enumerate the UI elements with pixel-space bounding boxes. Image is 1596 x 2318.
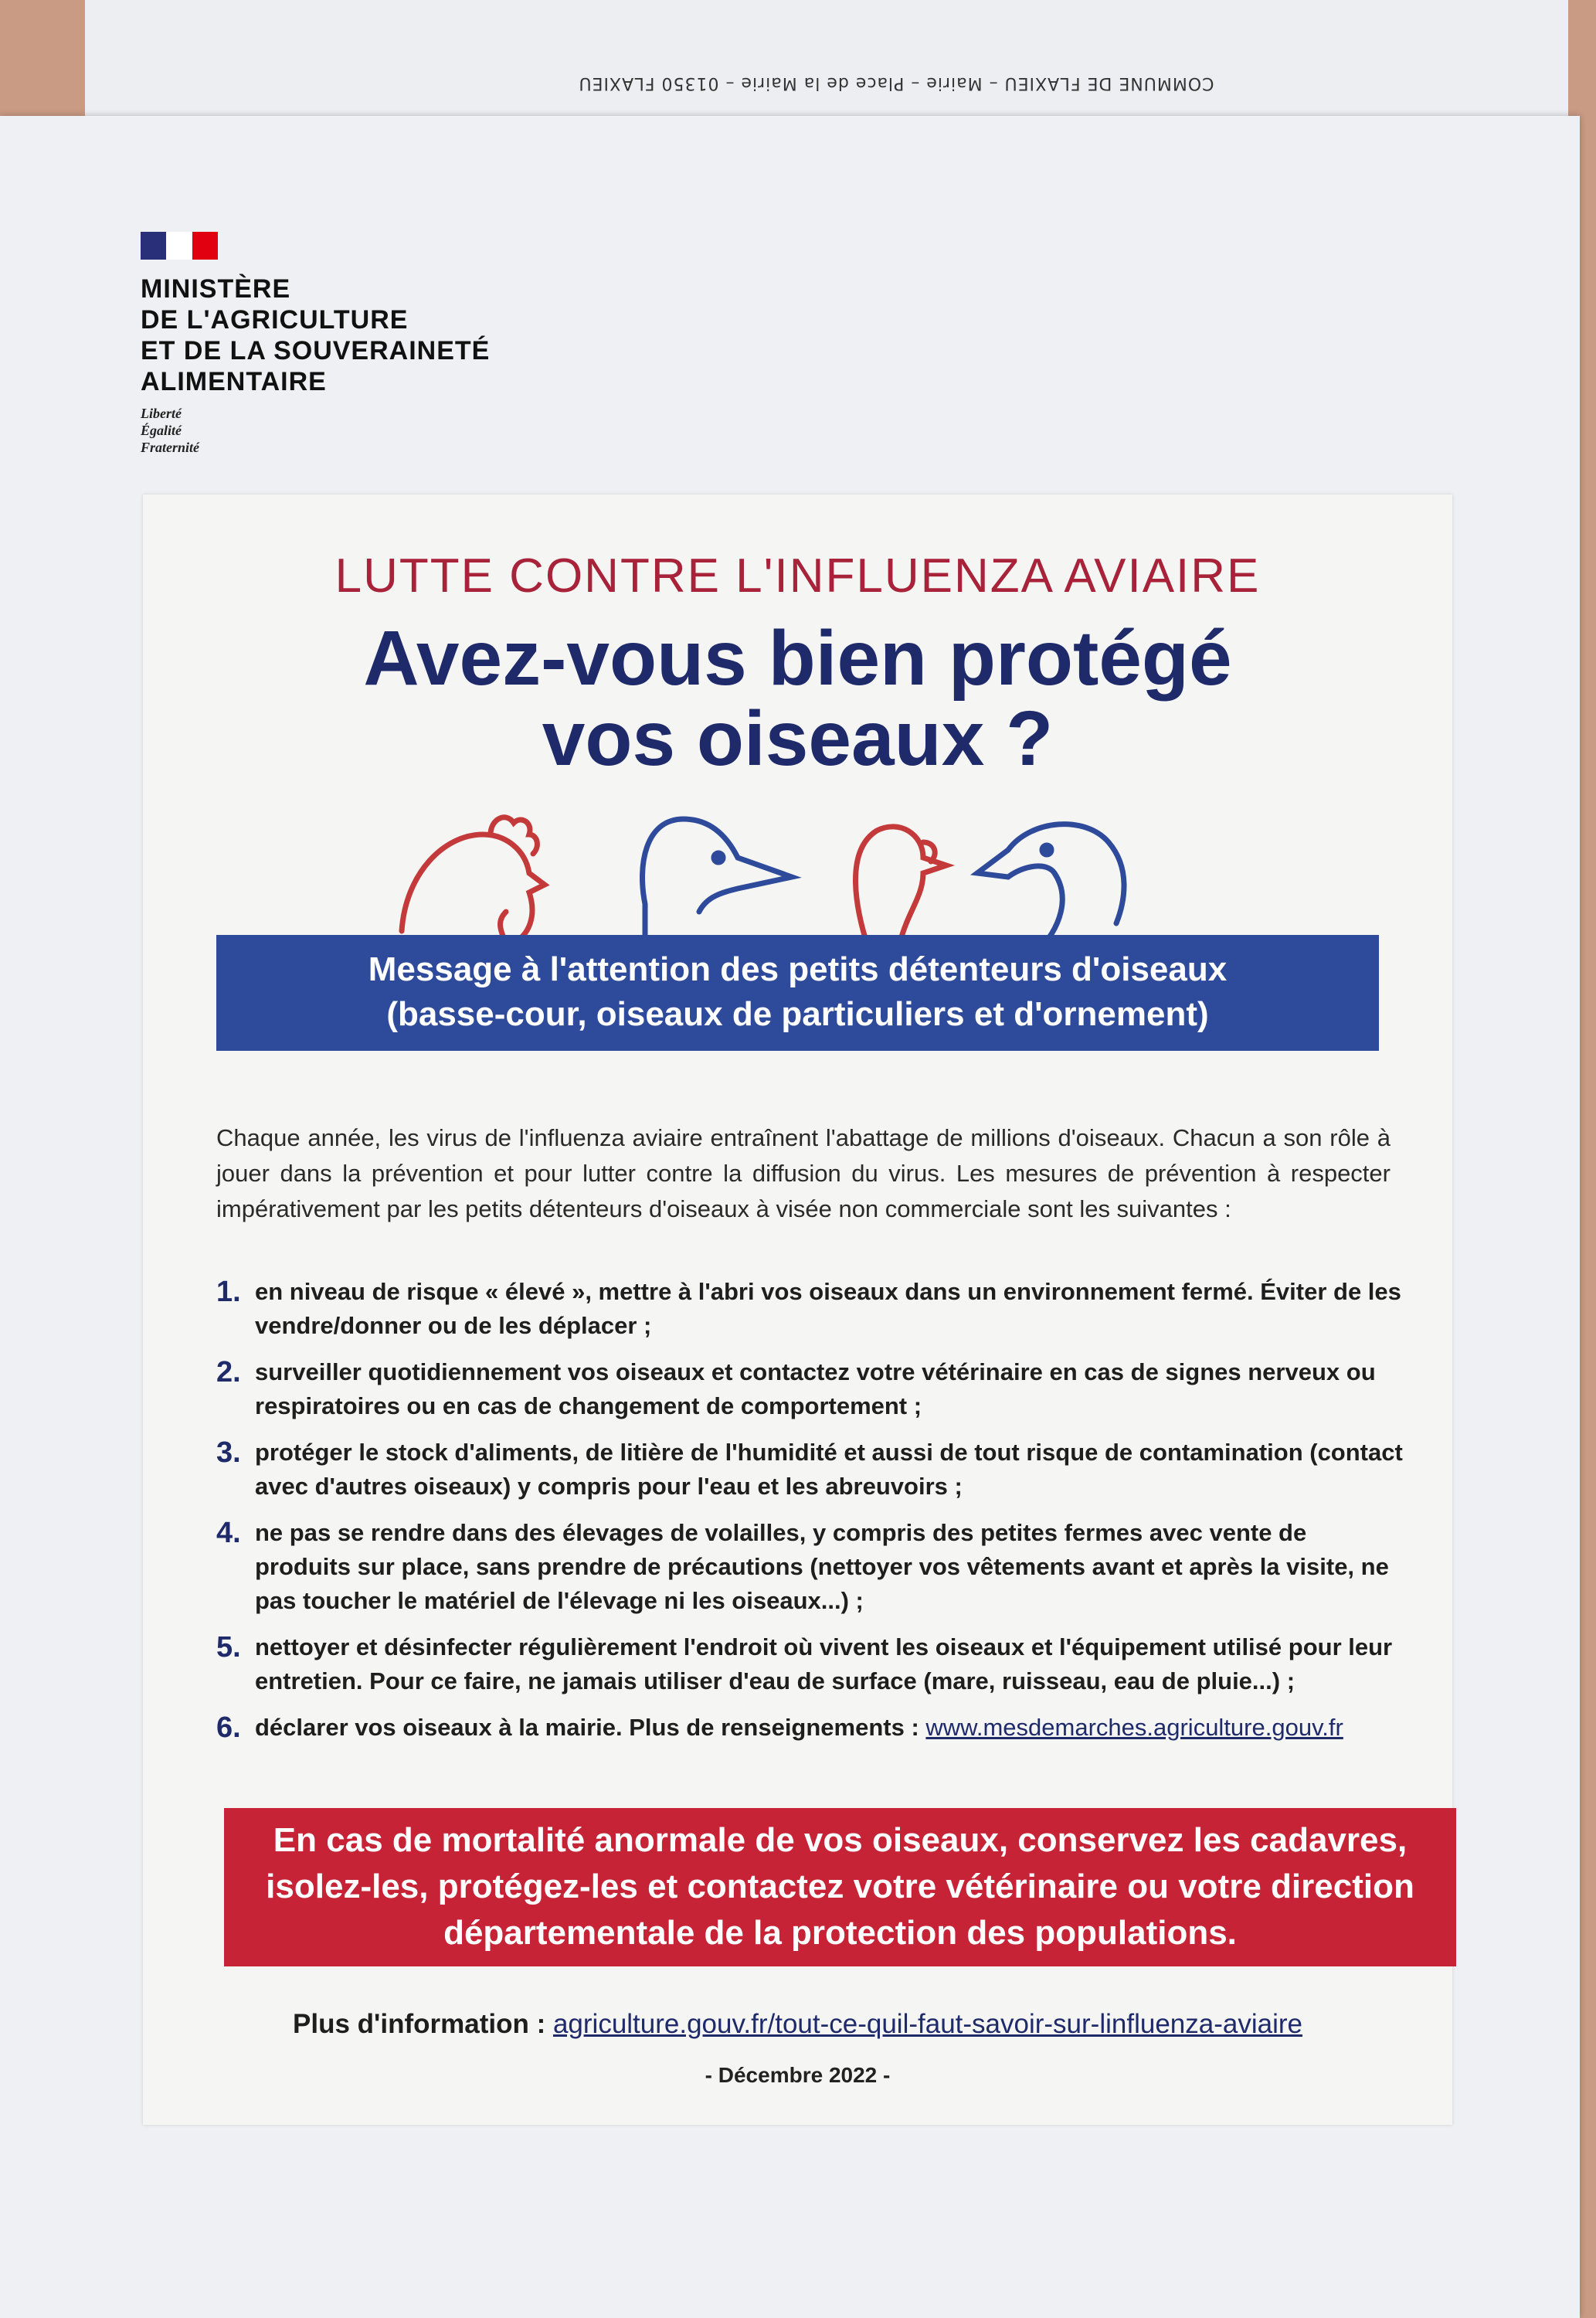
item-number: 4. [216, 1517, 241, 1549]
item-number: 1. [216, 1276, 241, 1308]
headline-line: vos oiseaux ? [542, 695, 1054, 782]
list-item [216, 1630, 1406, 1698]
publication-date: - Décembre 2022 - [705, 2063, 891, 2087]
turkey-icon [856, 827, 947, 950]
item-number: 5. [216, 1631, 241, 1664]
item-text: ne pas se rendre dans des élevages de volailles, y compris des petites fermes avec vente de produits sur place, sans prendre de précautions (nettoyer vos vêtements avant et après la visite, ne pas toucher le matériel de l'élevage ni les oiseaux...) ; [255, 1519, 1389, 1614]
list-item [216, 1355, 1406, 1423]
headline-line: Avez-vous bien protégé [363, 615, 1232, 702]
ministry-logo [141, 232, 490, 456]
list-item [216, 1711, 1406, 1745]
more-information [143, 2009, 1452, 2040]
intro-paragraph: Chaque année, les virus de l'influenza aviaire entraînent l'abattage de millions d'oiseaux. Chacun a son rôle à jouer dans la prévention et pour lutter contre la diffusion du virus. Les mesures de prévention à respecter impérativement par les petits détenteurs d'oiseaux à visée non commerciale sont les suivantes : [216, 1124, 1391, 1222]
ministry-name [141, 274, 490, 397]
ministry-line: ET DE LA SOUVERAINETÉ [141, 336, 491, 365]
item-text: protéger le stock d'aliments, de litière de l'humidité et aussi de tout risque de contamination (contact avec d'autres oiseaux) y compris pour l'eau et les abreuvoirs ; [255, 1439, 1403, 1500]
mortality-alert-banner: En cas de mortalité anormale de vos oiseaux, conservez les cadavres, isolez-les, protégez-les et contactez votre vétérinaire ou votre direction départementale de la protection des populations. [224, 1808, 1456, 1966]
item-number: 3. [216, 1436, 241, 1469]
ministry-line: ALIMENTAIRE [141, 367, 327, 396]
flyer [143, 495, 1452, 2125]
envelope-address: COMMUNE DE FLAXIEU – Mairie – Place de la Mairie – 01350 FLAXIEU [578, 73, 1214, 93]
item-text: déclarer vos oiseaux à la mairie. Plus de renseignements : [255, 1714, 926, 1741]
measures-list [216, 1275, 1406, 1757]
rooster-icon [402, 817, 545, 943]
marianne-flag-icon [141, 232, 218, 260]
flyer-title: LUTTE CONTRE L'INFLUENZA AVIAIRE [334, 549, 1261, 603]
item-number: 6. [216, 1711, 241, 1744]
motto-line: Égalité [141, 423, 182, 438]
motto-line: Fraternité [141, 440, 200, 455]
more-info-label: Plus d'information : [293, 2009, 553, 2039]
item-text: surveiller quotidiennement vos oiseaux et contactez votre vétérinaire en cas de signes nerveux ou respiratoires ou en cas de changement de comportement ; [255, 1358, 1376, 1419]
republic-motto [141, 405, 490, 456]
flyer-headline [143, 615, 1452, 782]
banner-line: Message à l'attention des petits détenteurs d'oiseaux [368, 950, 1228, 988]
birds-illustration [390, 788, 1209, 958]
ministry-line: MINISTÈRE [141, 274, 291, 304]
list-item [216, 1436, 1406, 1504]
more-info-link[interactable]: agriculture.gouv.fr/tout-ce-quil-faut-savoir-sur-linfluenza-aviaire [552, 2009, 1302, 2039]
motto-line: Liberté [141, 406, 182, 421]
ministry-line: DE L'AGRICULTURE [141, 305, 409, 335]
target-audience-banner [216, 935, 1379, 1051]
list-item [216, 1275, 1406, 1343]
mesdemarches-link[interactable]: www.mesdemarches.agriculture.gouv.fr [925, 1714, 1343, 1741]
item-text: en niveau de risque « élevé », mettre à l'abri vos oiseaux dans un environnement fermé. Éviter de les vendre/donner ou de les déplacer ; [255, 1278, 1401, 1339]
goose-icon [643, 819, 792, 950]
item-number: 2. [216, 1356, 241, 1388]
banner-line: (basse-cour, oiseaux de particuliers et d'ornement) [386, 995, 1209, 1033]
list-item [216, 1516, 1406, 1618]
item-text: nettoyer et désinfecter régulièrement l'endroit où vivent les oiseaux et l'équipement utilisé pour leur entretien. Pour ce faire, ne jamais utiliser d'eau de surface (mare, ruisseau, eau de pluie...) ; [255, 1633, 1393, 1694]
